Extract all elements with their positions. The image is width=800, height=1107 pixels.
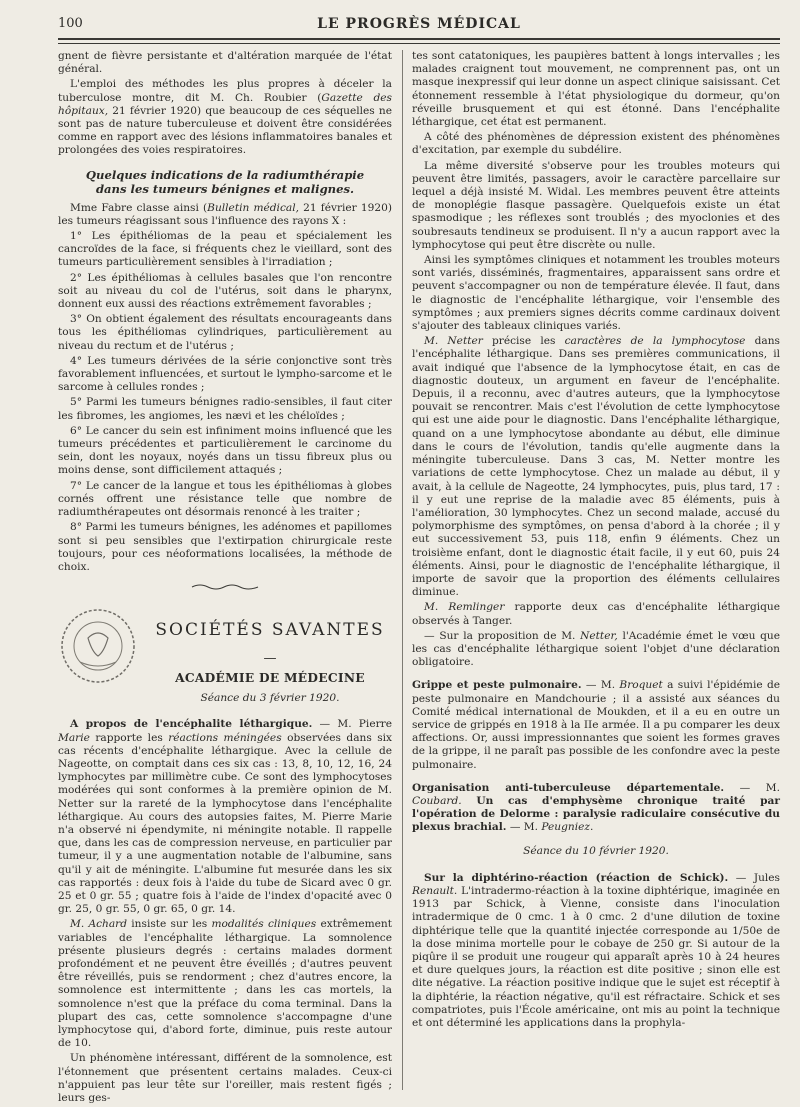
list-item: 2° Les épithéliomas à cellules basales que l'on rencontre soit au niveau du col de l'utérus, soit dans le pharynx, donnent eux aussi des réactions extrêmement favorables ; [58,271,392,311]
list-item: 8° Parmi les tumeurs bénignes, les adénomes et papillomes sont si peu sensibles que l'extirpation chirurgicale reste toujours, pour ces néoformations localisées, la méthode de choix. [58,521,392,573]
academie-heading: ACADÉMIE DE MÉDECINE [175,671,365,686]
left-column [58,50,392,1107]
paragraph: Mme Fabre classe ainsi (Bulletin médical, 21 février 1920) les tumeurs réagissant sous l'influence des rayons X : [58,201,392,227]
page-header [58,14,780,40]
paragraph: gnent de fièvre persistante et d'altération marquée de l'état général. [58,50,392,76]
seance-date: Séance du 3 février 1920. [200,692,340,705]
spacer [412,774,780,782]
paragraph: Grippe et peste pulmonaire. — M. Broquet a suivi l'épidémie de peste pulmonaire en Mandchourie ; il a assisté aux séances du Comité médical international de Moukden, et il a eu en outre un service de grippés en 1918 à la IIe armée. Il a pu comparer les deux affections. Or, aussi impressionnantes que soient les formes graves de la grippe, il ne paraît pas possible de les confondre avec la peste pulmonaire. [412,679,780,771]
paragraph: La même diversité s'observe pour les troubles moteurs qui peuvent être limités, passagers, avoir le caractère parcellaire sur lequel a déjà insisté M. Widal. Les membres peuvent être atteints de monoplégie flasque passagère. Quelquefois existe un état spasmodique ; les réflexes sont troublés ; des myoclonies et des soubresauts tendineux se produisent. Il n'y a aucun rapport avec la lymphocytose qui peut être discrète ou nulle. [412,159,780,251]
header-rule [58,43,780,44]
paragraph: M. Netter précise les caractères de la lymphocytose dans l'encéphalite léthargique. Dans ses premières communications, il avait indiqué que l'absence de la lymphocytose était, en cas de diagnostic douteux, un argument en faveur de l'encéphalite. Depuis, il a reconnu, avec d'autres auteurs, que la lymphocytose pouvait se rencontrer. Mais c'est l'évolution de cette lymphocytose qui est une aide pour le diagnostic. Dans l'encéphalite léthargique, quand on a une lymphocytose abondante au début, elle diminue dans le cours de l'évolution, tandis qu'elle augmente dans la méningite tuberculeuse. Dans 3 cas, M. Netter montre les variations de cette lymphocytose. Chez un malade au début, il y avait, à la cellule de Nageotte, 24 lymphocytes, puis, plus tard, 17 : il y eut une reprise de la maladie avec 85 éléments, puis à l'amélioration, 30 lymphocytes. Chez un second malade, accusé du polymorphisme des symptômes, on pensa d'abord à la chorée ; il y eut successivement 53, puis 118, enfin 9 éléments. Chez un troisième enfant, dont le diagnostic était facile, il y eut 60, puis 24 éléments. Ainsi, pour le diagnostic de l'encéphalite léthargique, il importe de savoir que la proportion des éléments cellulaires diminue. [412,335,780,599]
paragraph: A propos de l'encéphalite léthargique. — M. Pierre Marie rapporte les réactions méningées observées dans six cas récents d'encéphalite léthargique. Avec la cellule de Nageotte, on comptait dans ces six cas : 13, 8, 10, 12, 16, 24 lymphocytes par millimètre cube. Ce sont des lymphocytoses modérées qui sont conformes à la première opinion de M. Netter sur la rareté de la lymphocytose dans l'encéphalite léthargique. Au cours des autopsies faites, M. Pierre Marie n'a observé ni épendymite, ni méningite notable. Il rappelle que, dans les cas de compression nerveuse, en particulier par tumeur, il y a une augmentation notable de l'albumine, sans qu'il y ait de méningite. L'albumine fut mesurée dans les six cas rapportés : deux fois à l'aide du tube de Sicard avec 0 gr. 25 et 0 gr. 55 ; quatre fois à l'aide de l'index d'opacité avec 0 gr. 25, 0 gr. 55, 0 gr. 65, 0 gr. 14. [58,718,393,916]
ornament-divider [58,582,392,596]
societes-savantes-heading: SOCIÉTÉS SAVANTES [155,620,385,641]
list-item: 7° Le cancer de la langue et tous les épithéliomas à globes cornés offrent une résistance telle que nombre de radiumthérapeutes ont désormais renoncé à les traiter ; [58,479,392,519]
list-item: 5° Parmi les tumeurs bénignes radio-sensibles, il faut citer les fibromes, les angiomes, les nævi et les chéloïdes ; [58,396,392,422]
paragraph: A côté des phénomènes de dépression existent des phénomènes d'excitation, par exemple du subdélire. [412,131,780,157]
paragraph: tes sont catatoniques, les paupières battent à longs intervalles ; les malades craignent tout mouvement, ne comprennent pas, ont un masque inexpressif qui leur donne un aspect clinique saisissant. Cet étonnement ressemble à l'état physiologique du dormeur, qu'on réveille brusquement et qui est étonné. Dans l'encéphalite léthargique, cet état est permanent. [412,50,781,129]
paragraph: L'emploi des méthodes les plus propres à déceler la tuberculose montre, dit M. Ch. Roubier (Gazette des hôpitaux, 21 février 1920) que beaucoup de ces séquelles ne sont pas de nature tuberculeuse et doivent être considérées comme en rapport avec des lésions inflammatoires banales et prolongées des voies respiratoires. [58,78,392,157]
list-item: 4° Les tumeurs dérivées de la série conjonctive sont très favorablement influencées, et surtout le lympho-sarcome et le sarcome à cellules rondes ; [58,354,392,394]
spacer [412,671,780,679]
list-item: 3° On obtient également des résultats encourageants dans tous les épithéliomas cylindriques, particulièrement au niveau du rectum et de l'utérus ; [58,313,392,352]
section-title: Quelques indications de la radiumthérapie dans les tumeurs bénignes et malignes. [85,167,365,196]
seance-date: Séance du 10 février 1920. [523,844,669,857]
paragraph: Ainsi les symptômes cliniques et notamment les troubles moteurs sont variés, disséminés, fragmentaires, apparaissent sans ordre et peuvent s'accompagner ou non de température élevée. Il faut, dans le diagnostic de l'encéphalite léthargique, voir l'ensemble des symptômes ; aux premiers signes décrits comme cardinaux doivent s'ajouter des tableaux cliniques variés. [412,254,780,333]
heading-dash: — [263,651,277,667]
library-stamp-icon [58,600,146,696]
page-number: 100 [58,16,83,31]
list-item: 1° Les épithéliomas de la peau et spécialement les cancroïdes de la face, si fréquents chez le vieillard, sont des tumeurs particulièrement sensibles à l'irradiation ; [58,230,392,269]
paragraph: M. Remlinger rapporte deux cas d'encéphalite léthargique observés à Tanger. [412,601,781,627]
list-item: 6° Le cancer du sein est infiniment moins influencé que les tumeurs précédentes et particulièrement le carcinome du sein, dont les noyaux, noyés dans un tissu fibreux plus ou moins dense, sont difficilement attaqués ; [58,424,392,477]
societes-heading-block [58,600,392,718]
column-divider [402,50,403,1090]
paragraph: Sur la diphtérino-réaction (réaction de Schick). — Jules Renault. L'intradermo-réaction à la toxine diphtérique, imaginée en 1913 par Schick, à Vienne, consiste dans l'inoculation intradermique de 0 cmc. 1 à 0 cmc. 2 d'une dilution de toxine diphtérique telle que la quantité injectée corresponde au 1/50e de la dose minima mortelle pour le cobaye de 250 gr. Si autour de la piqûre il se produit une rougeur qui apparaît après 10 à 24 heures et dure quelques jours, la réaction est dite positive ; sinon elle est dite négative. La réaction positive indique que le sujet est réceptif à la diphtérie, la réaction négative, qu'il est réfractaire. Schick et ses compatriotes, puis l'École américaine, ont mis au point la technique et ont déterminé les applications dans la prophyla- [412,871,780,1030]
paragraph: M. Achard insiste sur les modalités cliniques extrêmement variables de l'encéphalite léthargique. La somnolence présente plusieurs degrés : certains malades dorment profondément et ne peuvent être éveillés ; d'autres peuvent être réveillés, puis se rendorment ; chez d'autres encore, la somnolence est intermittente ; dans les cas mortels, la somnolence n'est que la préface du coma terminal. Dans la plupart des cas, cette somnolence s'accompagne d'une lymphocytose qui, d'abord forte, diminue, puis reste autour de 10. [58,918,393,1050]
paragraph: Un phénomène intéressant, différent de la somnolence, est l'étonnement que présentent certains malades. Ceux-ci n'appuient pas leur tête sur l'oreiller, mais restent figés ; leurs ges- [58,1052,392,1104]
journal-title: LE PROGRÈS MÉDICAL [317,16,521,32]
paragraph: Organisation anti-tuberculeuse départementale. — M. Coubard. Un cas d'emphysème chronique traité par l'opération de Delorme : paralysie radiculaire consécutive du plexus brachial. — M. Peugniez. [412,781,780,834]
right-column [412,50,780,1032]
paragraph: — Sur la proposition de M. Netter, l'Académie émet le vœu que les cas d'encéphalite léthargique soient l'objet d'une déclaration obligatoire. [412,629,780,669]
